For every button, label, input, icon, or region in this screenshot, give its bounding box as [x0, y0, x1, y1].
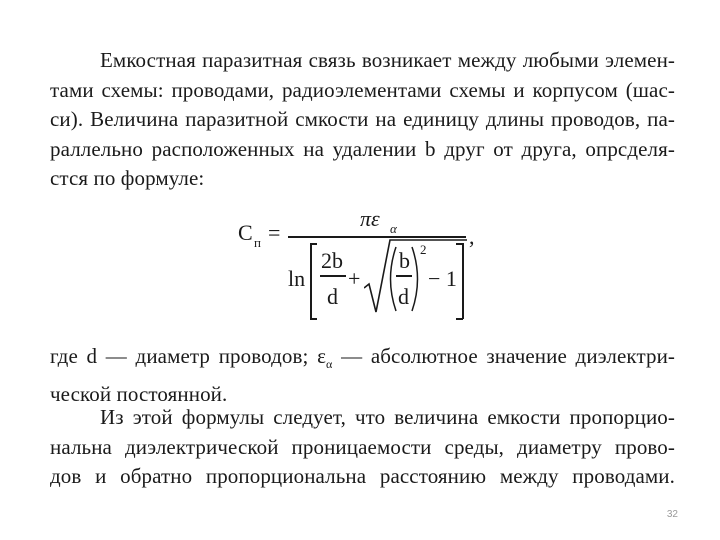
ln-label: ln: [288, 266, 306, 291]
text-fragment: где d — диаметр проводов; ε: [50, 344, 327, 368]
exponent: 2: [420, 242, 427, 257]
paragraph-definitions: [50, 342, 675, 409]
paragraph-conclusion: [50, 403, 675, 492]
page-number: 32: [666, 509, 678, 520]
frac1-denominator: d: [327, 284, 338, 309]
text-line: раллельно расположенных на удалении b друг от друга, опрсделя-: [50, 136, 675, 161]
formula-lhs: C: [238, 220, 253, 245]
formula-numerator-subscript: α: [390, 221, 397, 236]
sqrt-sign: [364, 238, 468, 318]
text-line: Емкостная паразитная связь возникает между любыми элемен-: [100, 48, 675, 72]
formula-numerator: πε: [360, 206, 380, 231]
main-fraction-bar: [288, 236, 466, 238]
paragraph-intro: [50, 46, 675, 194]
right-bracket: [462, 243, 464, 319]
left-paren: [384, 245, 398, 313]
text-line: нальна диэлектрической проницаемости среды, диаметру прово-: [50, 434, 675, 459]
text-line: стся по формуле:: [50, 166, 205, 190]
left-bracket: [310, 243, 312, 319]
epsilon-subscript: α: [326, 357, 333, 372]
frac2-numerator: b: [399, 248, 410, 273]
frac1-numerator: 2b: [321, 248, 343, 273]
right-paren: [410, 245, 424, 313]
formula-comma: ,: [469, 224, 475, 249]
formula-lhs-subscript: п: [254, 235, 261, 250]
formula-equals: =: [268, 220, 281, 245]
text-line: ческой постоянной.: [50, 381, 228, 406]
frac2-denominator: d: [398, 284, 409, 309]
frac2-bar: [396, 275, 412, 277]
text-fragment: — абсолютное значение диэлектри-: [332, 344, 676, 368]
text-line: дов и обратно пропорциональна расстоянию между проводами.: [50, 464, 675, 488]
text-line: Из этой формулы следует, что величина емкости пропорцио-: [100, 405, 675, 429]
text-line: си). Величина паразитной смкости на единицу длины проводов, па-: [50, 107, 675, 131]
plus-sign: +: [348, 266, 361, 291]
text-line: [50, 342, 675, 380]
frac1-bar: [320, 275, 346, 277]
minus-one: − 1: [428, 266, 457, 291]
text-line: тами схемы: проводами, радиоэлементами схемы и корпусом (шас-: [50, 77, 675, 102]
